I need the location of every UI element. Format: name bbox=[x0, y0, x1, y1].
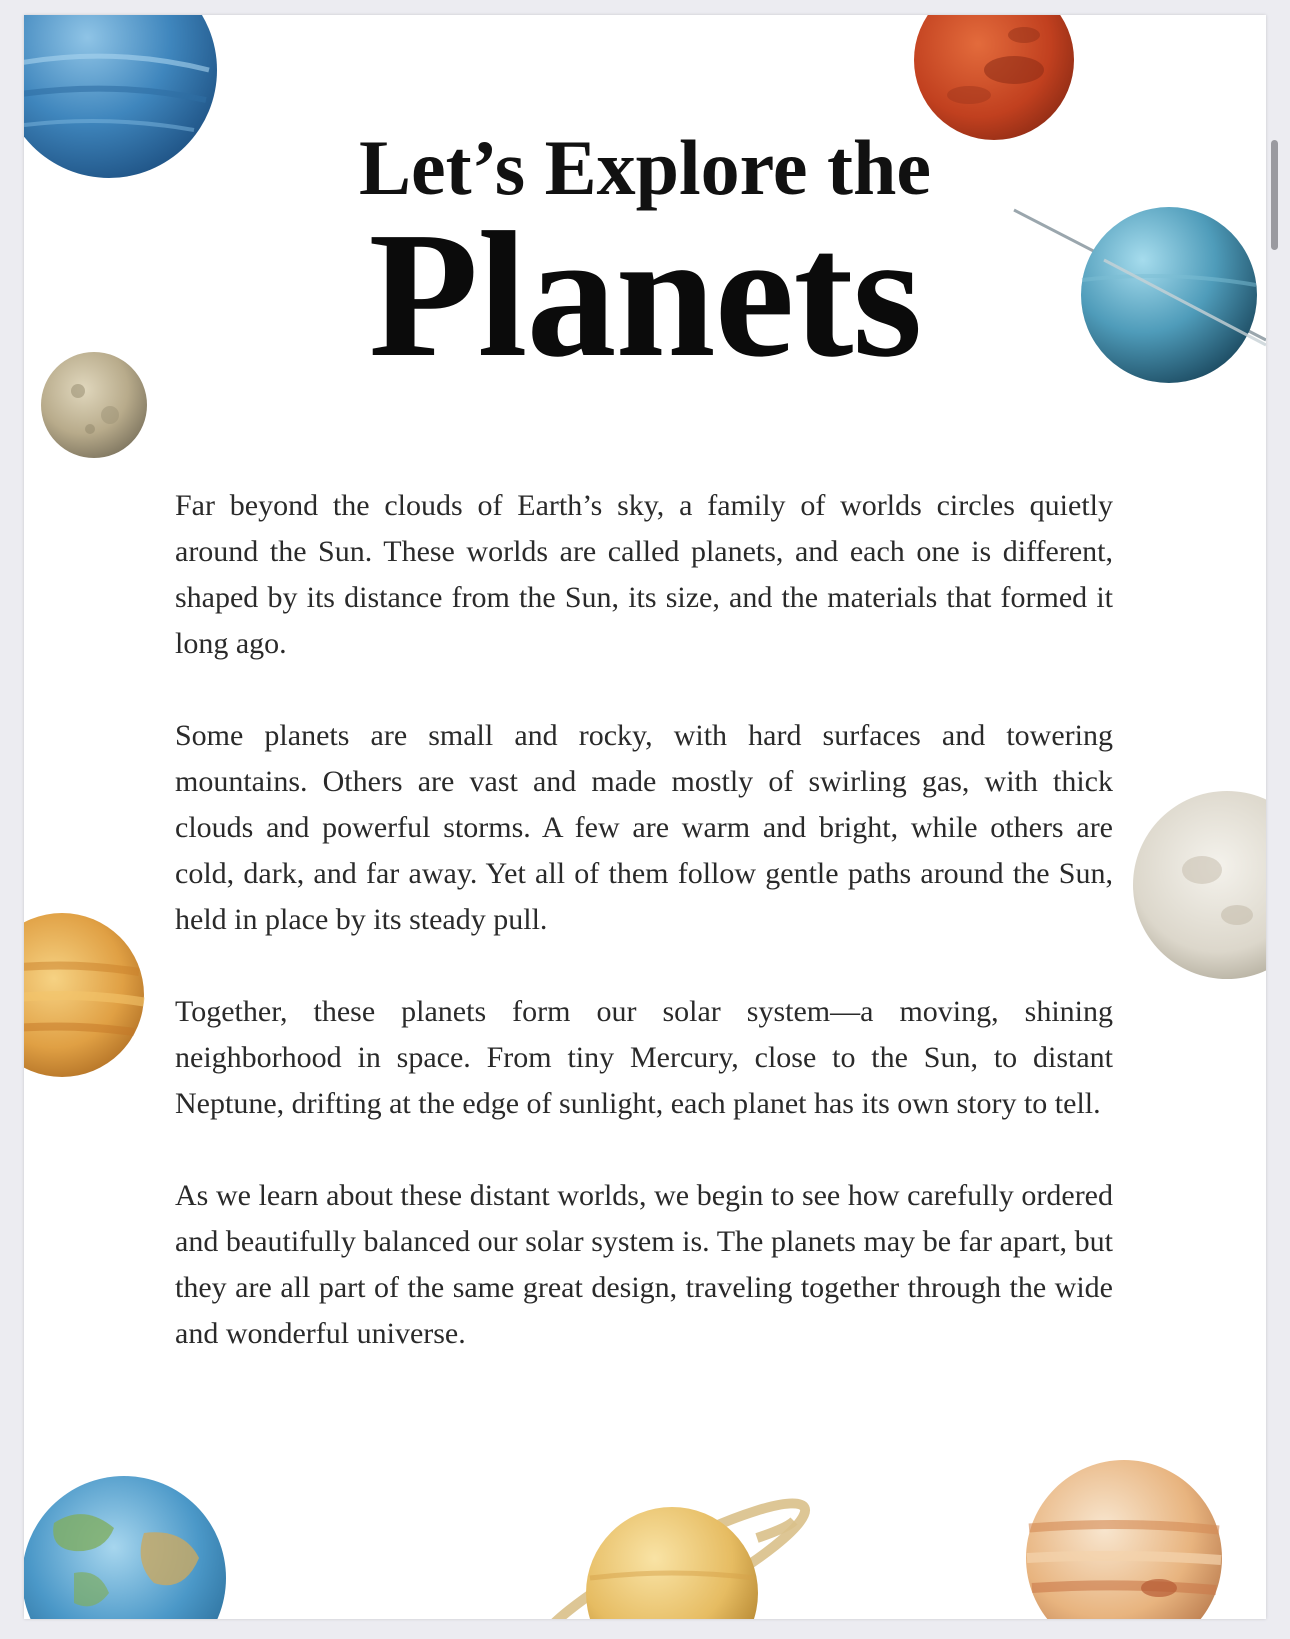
body-text bbox=[175, 483, 1113, 1403]
paragraph-4: As we learn about these distant worlds, we begin to see how carefully ordered and beautifully balanced our solar system is. The planets may be far apart, but they are all part of the same great design, traveling together through the wide and wonderful universe. bbox=[175, 1179, 1113, 1350]
venus-illustration bbox=[24, 910, 144, 1080]
paragraph-2: Some planets are small and rocky, with hard surfaces and towering mountains. Others are vast and made mostly of swirling gas, with thick clouds and powerful storms. A few are warm and bright, while others are cold, dark, and far away. Yet all of them follow gentle paths around the Sun, held in place by its steady pull. bbox=[175, 719, 1113, 936]
jupiter-illustration bbox=[1024, 1458, 1224, 1619]
moon-illustration bbox=[1132, 790, 1266, 980]
title-line-1: Let’s Explore the bbox=[359, 124, 931, 211]
paragraph-1: Far beyond the clouds of Earth’s sky, a family of worlds circles quietly around the Sun. These worlds are called planets, and each one is different, shaped by its distance from the Sun, its size, and the materials that formed it long ago. bbox=[175, 489, 1113, 660]
mars-illustration bbox=[914, 15, 1074, 140]
title-line-2: Planets bbox=[368, 195, 922, 394]
paragraph-3: Together, these planets form our solar system—a moving, shining neighborhood in space. From tiny Mercury, close to the Sun, to distant Neptune, drifting at the edge of sunlight, each planet has its own story to tell. bbox=[175, 995, 1113, 1120]
vertical-scrollbar[interactable] bbox=[1271, 140, 1278, 250]
earth-illustration bbox=[24, 1473, 234, 1619]
saturn-illustration bbox=[532, 1483, 812, 1619]
document-page bbox=[24, 15, 1266, 1619]
